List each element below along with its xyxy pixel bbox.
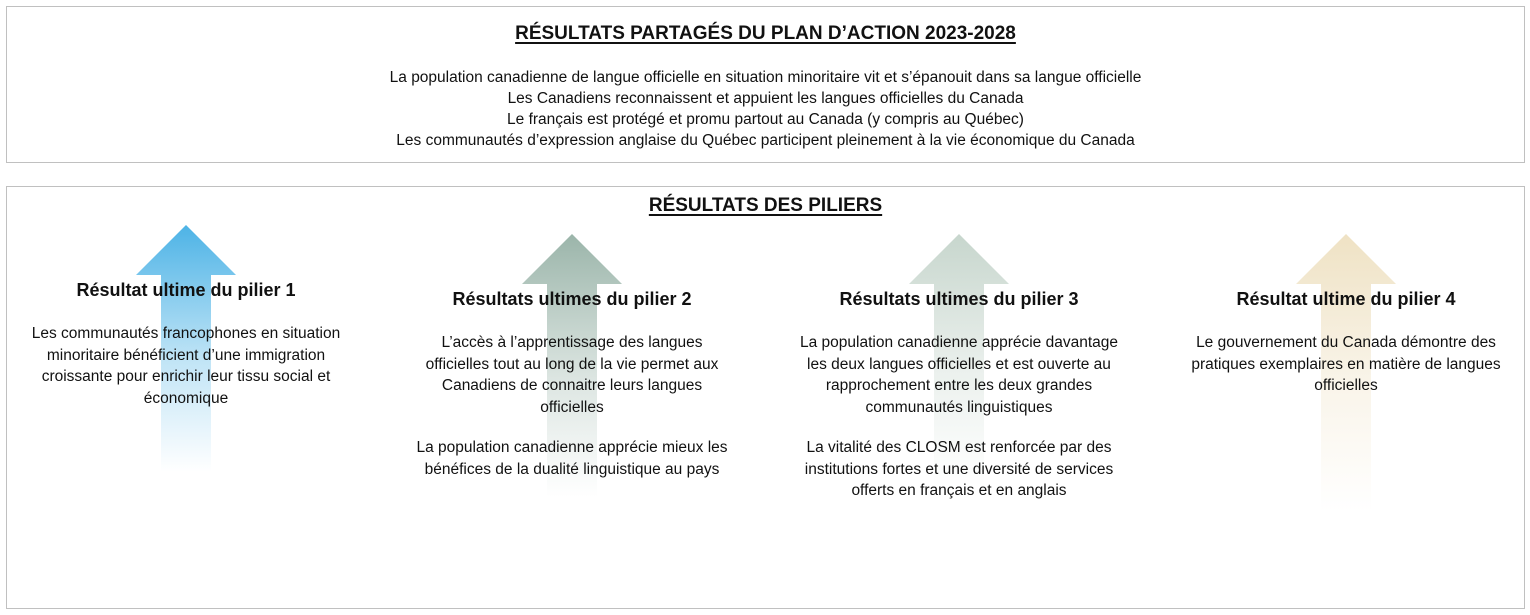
shared-result-line: Les Canadiens reconnaissent et appuient les langues officielles du Canada xyxy=(507,90,1024,107)
pillar-paragraph: La vitalité des CLOSM est renforcée par des institutions fortes et une diversité de services offerts en français et en anglais xyxy=(804,439,1114,499)
pillar-paragraph: La population canadienne apprécie davantage les deux langues officielles et est ouverte au rapprochement entre les deux grandes communautés linguistiques xyxy=(799,334,1118,416)
pillar-description xyxy=(1184,332,1508,416)
shared-results-box xyxy=(6,6,1525,163)
pillar-heading: Résultat ultime du pilier 4 xyxy=(1236,289,1456,309)
shared-result-line: La population canadienne de langue officielle en situation minoritaire vit et s’épanouit dans sa langue officielle xyxy=(389,69,1142,86)
shared-results-lines xyxy=(7,67,1524,151)
pillar-3 xyxy=(789,187,1129,607)
pillar-description xyxy=(24,323,348,428)
pillar-4 xyxy=(1176,187,1516,607)
pillar-heading: Résultats ultimes du pilier 3 xyxy=(839,289,1079,309)
pillar-heading: Résultats ultimes du pilier 2 xyxy=(452,289,692,309)
pillar-description xyxy=(410,332,734,499)
pillar-paragraph: Les communautés francophones en situation minoritaire bénéficient d’une immigration croissante pour enrichir leur tissu social et économique xyxy=(31,325,341,407)
shared-result-line: Les communautés d’expression anglaise du Québec participent pleinement à la vie économique du Canada xyxy=(396,132,1135,149)
pillar-paragraph: L’accès à l’apprentissage des langues officielles tout au long de la vie permet aux Canadiens de connaitre leurs langues officielles xyxy=(425,334,719,416)
pillar-heading: Résultat ultime du pilier 1 xyxy=(76,280,296,300)
pillar-paragraph: Le gouvernement du Canada démontre des pratiques exemplaires en matière de langues officielles xyxy=(1191,334,1501,394)
pillar-1 xyxy=(16,187,356,607)
shared-results-title: RÉSULTATS PARTAGÉS DU PLAN D’ACTION 2023-2028 xyxy=(515,23,1016,44)
pillar-description xyxy=(797,332,1121,521)
pillar-2 xyxy=(402,187,742,607)
pillar-paragraph: La population canadienne apprécie mieux les bénéfices de la dualité linguistique au pays xyxy=(416,439,728,478)
pillars-results-box xyxy=(6,186,1525,609)
shared-result-line: Le français est protégé et promu partout au Canada (y compris au Québec) xyxy=(507,111,1024,128)
pillars-results-title: RÉSULTATS DES PILIERS xyxy=(648,195,883,216)
